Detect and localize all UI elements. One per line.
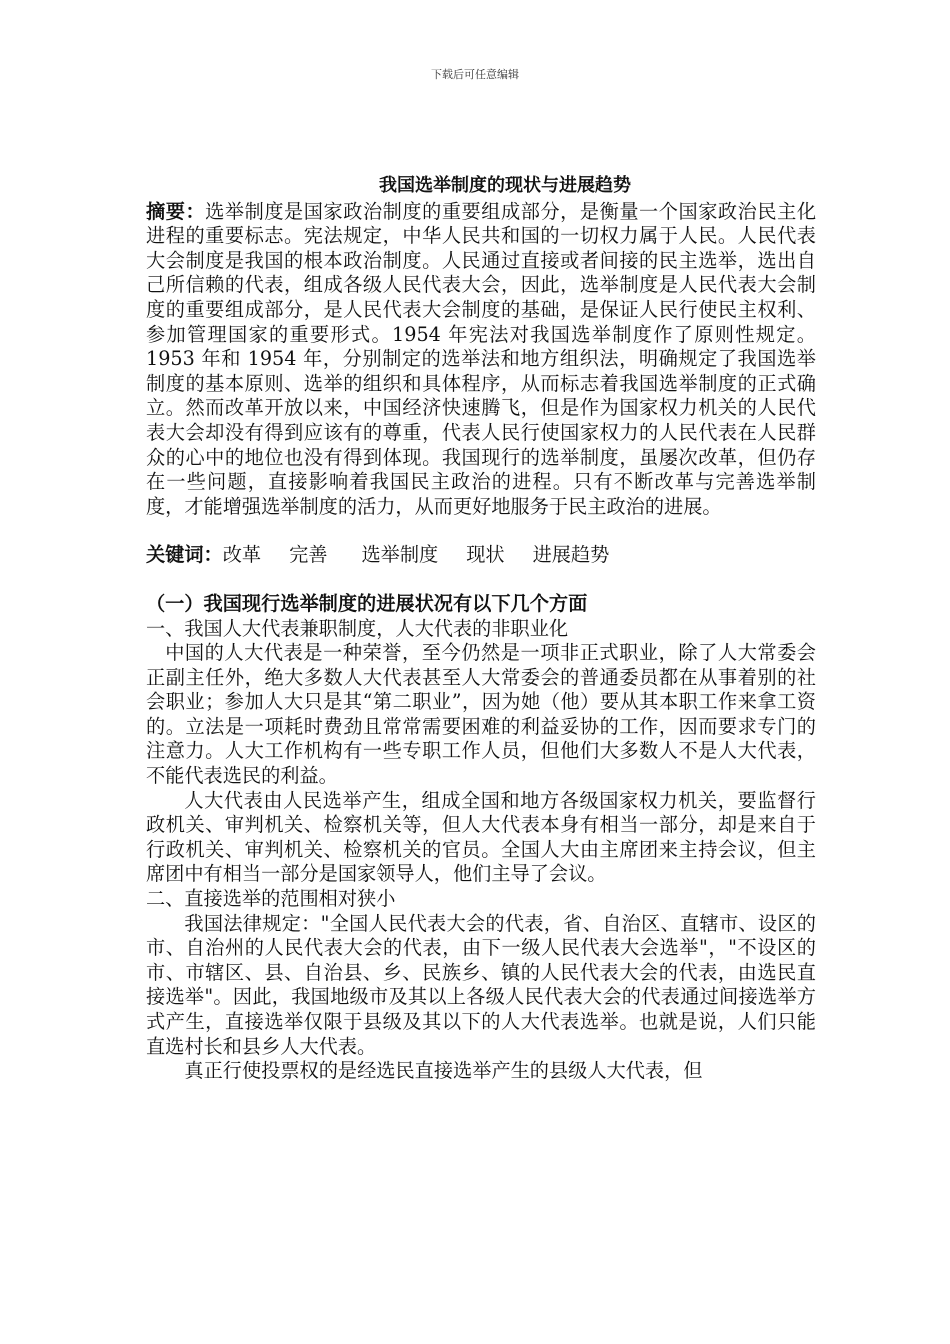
abstract-text: 选举制度是国家政治制度的重要组成部分，是衡量一个国家政治民主化进程的重要标志。宪法规定，中华人民共和国的一切权力属于人民。人民代表大会制度是我国的根本政治制度。人民通过直接或者间接的民主选举，选出自己所信赖的代表，组成各级人民代表大会，因此，选举制度是人民代表大会制度的重要组成部分，是人民代表大会制度的基础，是保证人民行使民主权利、参加管理国家的重要形式。1954 年宪法对我国选举制度作了原则性规定。1953 年和 1954 年，分别制定的选举法和地方组织法，明确规定了我国选举制度的基本原则、选举的组织和具体程序，从而标志着我国选举制度的正式确立。然而改革开放以来，中国经济快速腾飞，但是作为国家权力机关的人民代表大会却没有得到应该有的尊重，代表人民行使国家权力的人民代表在人民群众的心中的地位也没有得到体现。我国现行的选举制度，虽屡次改革，但仍存在一些问题，直接影响着我国民主政治的进程。只有不断改革与完善选举制度，才能增强选举制度的活力，从而更好地服务于民主政治的进展。: [146, 199, 817, 518]
spacer: [146, 568, 816, 592]
document-title: 我国选举制度的现状与进展趋势: [379, 175, 631, 196]
document-body: [146, 174, 816, 1084]
keyword-item: 选举制度: [361, 543, 439, 567]
subsection-heading: 一、我国人大代表兼职制度，人大代表的非职业化: [146, 616, 569, 640]
keyword-item: 完善: [289, 543, 328, 567]
keyword-item: 现状: [466, 543, 505, 567]
abstract-label: 摘要：: [146, 199, 206, 223]
section-heading: （一）我国现行选举制度的进展状况有以下几个方面: [146, 591, 588, 615]
spacer: [146, 519, 816, 543]
body-paragraph: 人大代表由人民选举产生，组成全国和地方各级国家权力机关，要监督行政机关、审判机关、检察机关等，但人大代表本身有相当一部分，却是来自于行政机关、审判机关、检察机关的官员。全国人大由主席团来主持会议，但主席团中有相当一部分是国家领导人，他们主导了会议。: [146, 788, 816, 886]
header-note: 下载后可任意编辑: [431, 68, 519, 81]
abstract-paragraph: [146, 200, 816, 520]
subsection-heading: 二、直接选举的范围相对狭小: [146, 887, 396, 911]
keywords-label: 关键词：: [146, 543, 223, 567]
keyword-item: 进展趋势: [532, 543, 610, 567]
keyword-item: 改革: [222, 543, 262, 567]
keywords-line: [146, 543, 816, 568]
body-paragraph: 中国的人大代表是一种荣誉，至今仍然是一项非正式职业，除了人大常委会正副主任外，绝大多数人大代表甚至人大常委会的普通委员都在从事着别的社会职业；参加人大只是其“第二职业”，因为她（他）要从其本职工作来拿工资的。立法是一项耗时费劲且常常需要困难的利益妥协的工作，因而要求专门的注意力。人大工作机构有一些专职工作人员，但他们大多数人不是人大代表，不能代表选民的利益。: [146, 641, 816, 788]
body-paragraph: 我国法律规定："全国人民代表大会的代表，省、自治区、直辖市、设区的市、自治州的人民代表大会的代表，由下一级人民代表大会选举"，"不设区的市、市辖区、县、自治县、乡、民族乡、镇的人民代表大会的代表，由选民直接选举"。因此，我国地级市及其以上各级人民代表大会的代表通过间接选举方式产生，直接选举仅限于县级及其以下的人大代表选举。也就是说，人们只能直选村长和县乡人大代表。: [146, 911, 816, 1058]
body-paragraph: 真正行使投票权的是经选民直接选举产生的县级人大代表，但: [184, 1059, 703, 1083]
